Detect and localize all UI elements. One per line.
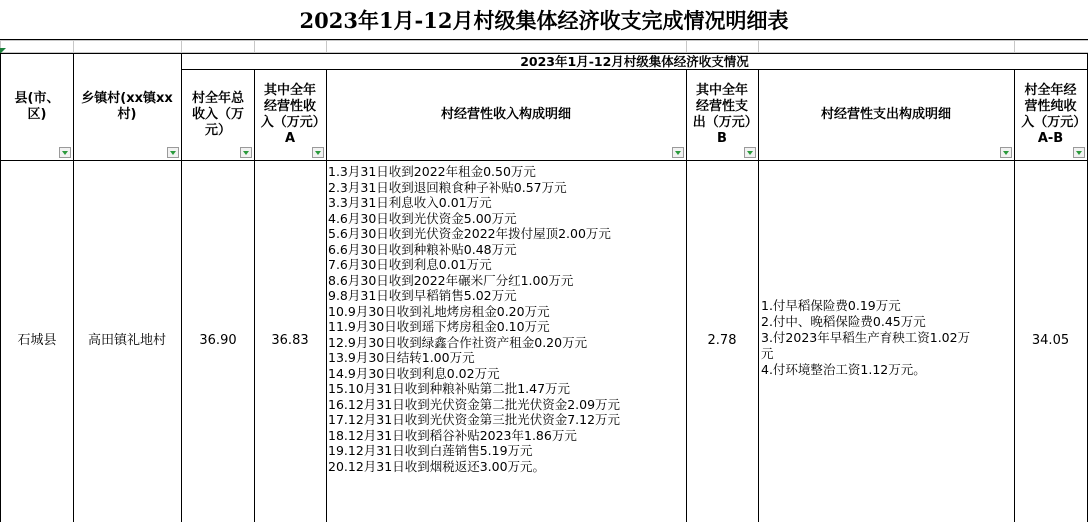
header-expense-detail[interactable] (758, 69, 1015, 161)
cell-village[interactable] (73, 160, 182, 522)
list-item: 20.12月31日收到烟税返还3.00万元。 (328, 458, 546, 474)
list-item: 13.9月30日结转1.00万元 (328, 350, 475, 365)
list-item: 18.12月31日收到稻谷补贴2023年1.86万元 (328, 427, 577, 443)
cell-county[interactable] (0, 160, 74, 522)
header-village[interactable] (73, 53, 182, 161)
grid-line (326, 40, 327, 54)
cell-operating-income[interactable] (254, 160, 327, 522)
list-item: 5.6月30日收到光伏资金2022年拨付屋顶2.00万元 (328, 226, 611, 241)
cell-village-value: 高田镇礼地村 (87, 333, 166, 348)
header-income-detail[interactable] (326, 69, 687, 161)
header-county-label: 县(市、区) (14, 91, 60, 122)
grid-line (686, 40, 687, 54)
list-item: 16.12月31日收到光伏资金第二批光伏资金2.09万元 (328, 396, 621, 412)
cell-total-income-value: 36.90 (199, 333, 237, 348)
cell-operating-expense[interactable] (686, 160, 759, 522)
header-operating-expense[interactable] (686, 69, 759, 161)
list-item: 11.9月30日收到瑶下烤房租金0.10万元 (328, 319, 550, 334)
list-item: 12.9月30日收到绿鑫合作社资产租金0.20万元 (328, 334, 588, 350)
list-item: 3.付2023年早稻生产育秧工资1.02万 (761, 330, 971, 345)
list-item: 6.6月30日收到种粮补贴0.48万元 (328, 241, 517, 257)
header-county[interactable] (0, 53, 74, 161)
filter-dropdown-icon[interactable] (312, 147, 324, 158)
group-header: 2023年1月-12月村级集体经济收支情况 (181, 53, 1088, 70)
list-item: 1.3月31日收到2022年租金0.50万元 (328, 164, 536, 179)
list-item: 4.6月30日收到光伏资金5.00万元 (328, 210, 517, 226)
grid-line (0, 40, 1088, 41)
header-net-income[interactable] (1014, 69, 1088, 161)
grid-line (1014, 40, 1015, 54)
filter-dropdown-icon[interactable] (59, 147, 71, 158)
header-operating-income-label: 其中全年经营性收入（万元）A (260, 82, 320, 146)
expense-detail-list (761, 298, 970, 378)
header-village-label: 乡镇村(xx镇xx村) (81, 91, 173, 122)
header-income-detail-label: 村经营性收入构成明细 (440, 106, 571, 122)
filter-dropdown-icon[interactable] (1073, 147, 1085, 158)
list-item: 2.3月31日收到退回粮食种子补贴0.57万元 (328, 179, 567, 195)
header-net-income-label: 村全年经营性纯收入（万元）A-B (1021, 82, 1080, 146)
header-operating-income[interactable] (254, 69, 327, 161)
list-item: 3.3月31日利息收入0.01万元 (328, 195, 492, 210)
list-item: 19.12月31日收到白莲销售5.19万元 (328, 443, 533, 458)
cell-county-value: 石城县 (17, 333, 57, 348)
list-item: 7.6月30日收到利息0.01万元 (328, 257, 492, 272)
grid-line (758, 40, 759, 54)
filter-dropdown-icon[interactable] (240, 147, 252, 158)
income-detail-list (328, 164, 620, 474)
list-item: 9.8月31日收到早稻销售5.02万元 (328, 288, 517, 303)
filter-dropdown-icon[interactable] (744, 147, 756, 158)
list-item: 10.9月30日收到礼地烤房租金0.20万元 (328, 303, 550, 319)
list-item: 15.10月31日收到种粮补贴第二批1.47万元 (328, 381, 571, 396)
header-expense-detail-label: 村经营性支出构成明细 (820, 106, 951, 122)
list-item: 4.付环境整治工资1.12万元。 (761, 362, 926, 377)
table-title: 2023年1月-12月村级集体经济收支完成情况明细表 (0, 0, 1088, 40)
filter-dropdown-icon[interactable] (1000, 147, 1012, 158)
cell-net-income[interactable] (1014, 160, 1088, 522)
filter-dropdown-icon[interactable] (672, 147, 684, 158)
cell-net-income-value: 34.05 (1031, 333, 1070, 348)
grid-line (73, 40, 74, 54)
cell-operating-income-value: 36.83 (271, 333, 309, 348)
cell-total-income[interactable] (181, 160, 255, 522)
header-total-income-label: 村全年总收入（万元） (191, 90, 244, 138)
filter-dropdown-icon[interactable] (167, 147, 179, 158)
header-operating-expense-label: 其中全年经营性支出（万元）B (692, 82, 752, 146)
list-item: 17.12月31日收到光伏资金第三批光伏资金7.12万元 (328, 412, 621, 427)
grid-line (181, 40, 182, 54)
list-item: 8.6月30日收到2022年碾米厂分红1.00万元 (328, 272, 574, 288)
list-item: 1.付早稻保险费0.19万元 (761, 298, 901, 313)
list-item: 元 (761, 346, 774, 361)
list-item: 14.9月30日收到利息0.02万元 (328, 365, 500, 381)
list-item: 2.付中、晚稻保险费0.45万元 (761, 314, 926, 329)
header-total-income[interactable] (181, 69, 255, 161)
grid-line (254, 40, 255, 54)
cell-operating-expense-value: 2.78 (707, 333, 737, 348)
